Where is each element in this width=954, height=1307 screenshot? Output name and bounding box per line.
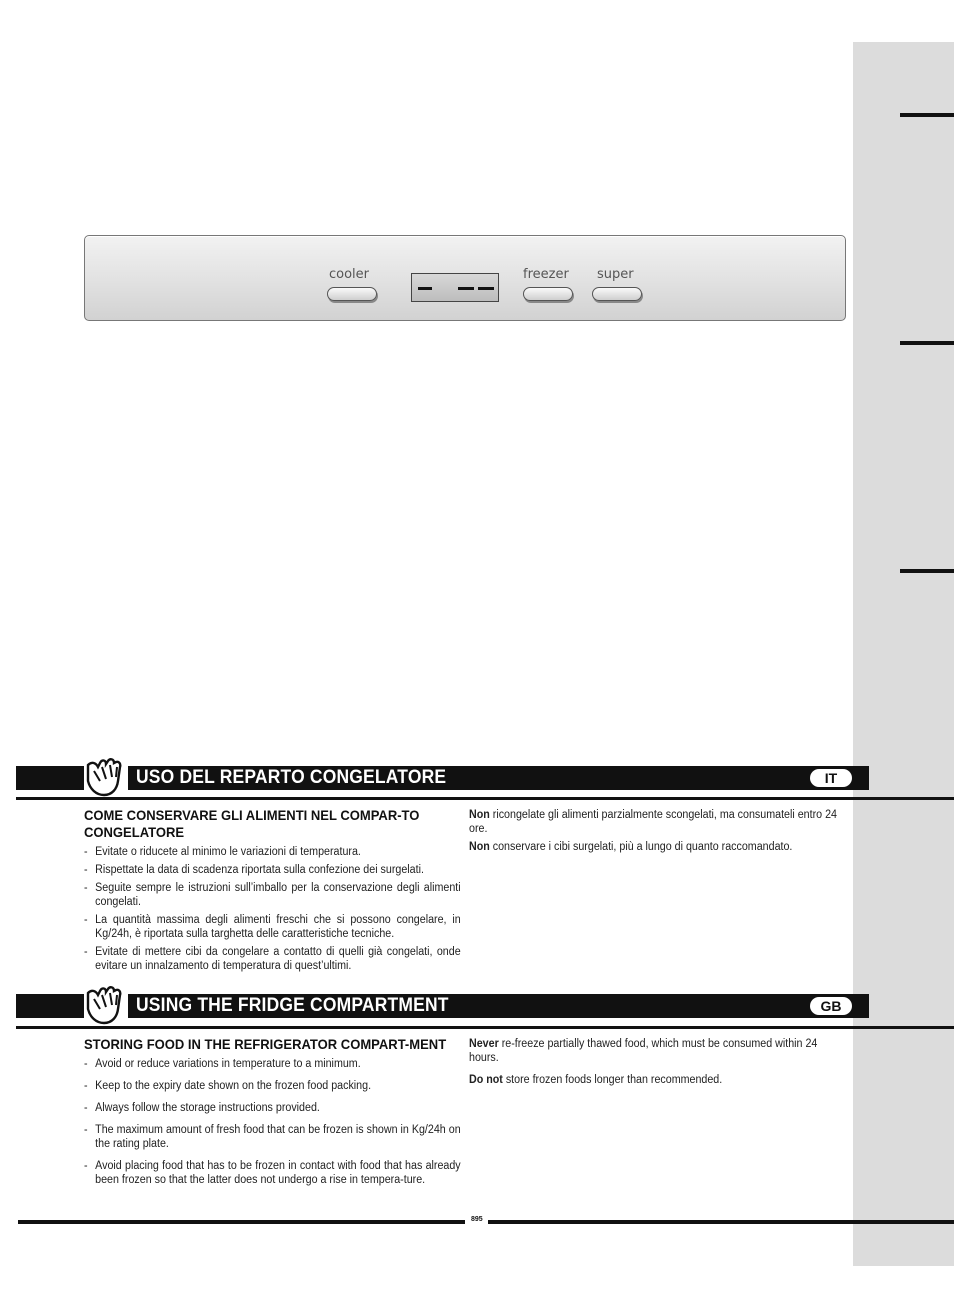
section-rule xyxy=(16,797,954,800)
gb-right-column xyxy=(469,1037,846,1091)
display-segment xyxy=(478,287,494,290)
section-header-gb xyxy=(16,994,869,1018)
list-item: - Evitate o riducete al minimo le variazioni di temperatura. xyxy=(84,846,361,858)
section-header-it xyxy=(16,766,869,790)
it-left-column xyxy=(84,807,461,977)
temperature-display xyxy=(411,273,499,302)
index-tab-mark xyxy=(900,569,954,573)
list-item: - Avoid or reduce variations in temperature to a minimum. xyxy=(84,1058,361,1070)
list-item: - Seguite sempre le istruzioni sull’imballo per la conservazione degli alimenti congelati. xyxy=(84,882,461,908)
language-badge-gb: GB xyxy=(810,997,852,1015)
side-index-strip xyxy=(853,42,954,1266)
gb-left-column xyxy=(84,1036,461,1195)
display-segment xyxy=(418,287,432,290)
it-subheading: COME CONSERVARE GLI ALIMENTI NEL COMPAR-TO CONGELATORE xyxy=(84,807,420,840)
hand-icon xyxy=(84,985,128,1025)
section-rule xyxy=(16,1026,954,1029)
cooler-button xyxy=(327,287,377,301)
control-panel-illustration xyxy=(84,235,846,321)
footer-rule xyxy=(488,1220,954,1224)
footer-code: 895 xyxy=(471,1216,483,1223)
list-item: - The maximum amount of fresh food that can be frozen is shown in Kg/24h on the rating plate. xyxy=(84,1124,461,1150)
super-label: super xyxy=(597,267,634,282)
note: Never re-freeze partially thawed food, which must be consumed within 24 hours. xyxy=(469,1038,818,1064)
section-title-gb: USING THE FRIDGE COMPARTMENT xyxy=(136,995,449,1016)
language-badge-it: IT xyxy=(810,769,852,787)
note: Non conservare i cibi surgelati, più a lungo di quanto raccomandato. xyxy=(469,841,793,853)
freezer-button xyxy=(523,287,573,301)
list-item: - Always follow the storage instructions provided. xyxy=(84,1102,320,1114)
hand-icon xyxy=(84,757,128,797)
note: Do not store frozen foods longer than recommended. xyxy=(469,1074,723,1086)
list-item: - Rispettate la data di scadenza riportata sulla confezione dei surgelati. xyxy=(84,864,424,876)
gb-subheading: STORING FOOD IN THE REFRIGERATOR COMPART-MENT xyxy=(84,1036,447,1052)
list-item: - Evitate di mettere cibi da congelare a contatto di quelli già congelati, onde evitare un innalzamento di temperatura di quest’ultimi. xyxy=(84,946,461,972)
freezer-label: freezer xyxy=(523,267,569,282)
list-item: - La quantità massima degli alimenti freschi che si possono congelare, in Kg/24h, è riportata sulla targhetta delle caratteristiche tecniche. xyxy=(84,914,461,940)
list-item: - Avoid placing food that has to be frozen in contact with food that has already been frozen so that the latter does not undergo a rise in tempera-ture. xyxy=(84,1160,461,1186)
footer-rule xyxy=(18,1220,465,1224)
index-tab-mark xyxy=(900,113,954,117)
section-title-it: USO DEL REPARTO CONGELATORE xyxy=(136,767,447,788)
display-segment xyxy=(458,287,474,290)
cooler-label: cooler xyxy=(329,267,370,282)
index-tab-mark xyxy=(900,341,954,345)
super-button xyxy=(592,287,642,301)
it-right-column xyxy=(469,808,846,858)
list-item: - Keep to the expiry date shown on the frozen food packing. xyxy=(84,1080,372,1092)
note: Non ricongelate gli alimenti parzialmente scongelati, ma consumateli entro 24 ore. xyxy=(469,809,837,835)
